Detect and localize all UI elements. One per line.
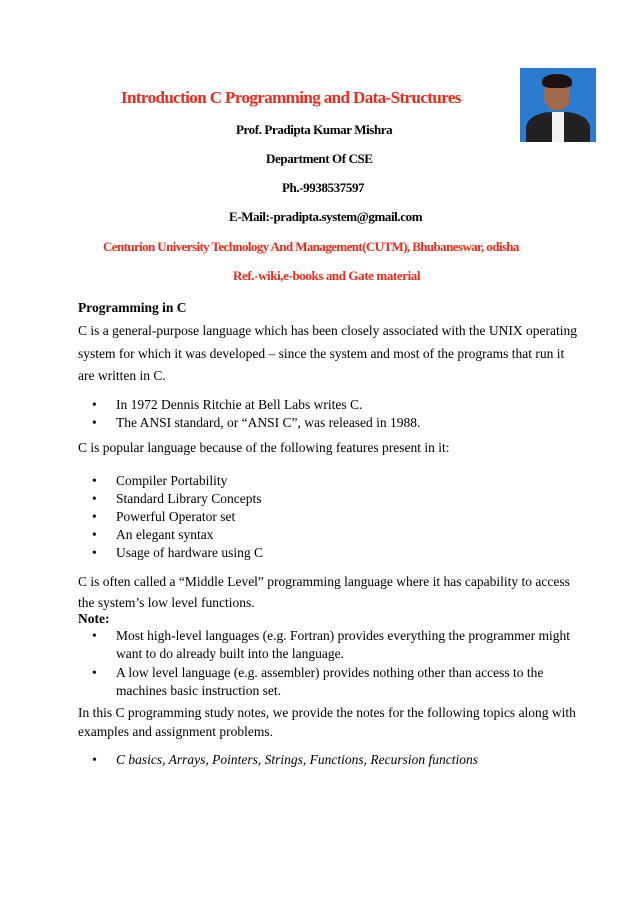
photo-hair xyxy=(542,74,572,88)
list-item: • Compiler Portability xyxy=(78,472,583,490)
section-heading: Programming in C xyxy=(78,300,187,315)
study-notes-paragraph: In this C programming study notes, we provide the notes for the following topics along with examples and assignment problems. xyxy=(78,705,576,739)
note-label: Note: xyxy=(78,611,110,626)
list-item: • Most high-level languages (e.g. Fortran) provides everything the programmer might want to do already built into the language. xyxy=(78,627,583,663)
list-item: • Standard Library Concepts xyxy=(78,490,583,508)
note-list xyxy=(78,627,583,701)
list-item: • Powerful Operator set xyxy=(78,508,583,526)
features-list xyxy=(78,472,583,562)
middle-level-paragraph: C is often called a “Middle Level” programming language where it has capability to access the system’s low level functions. xyxy=(78,574,570,610)
author-name: Prof. Pradipta Kumar Mishra xyxy=(236,122,393,137)
list-item: • C basics, Arrays, Pointers, Strings, Functions, Recursion functions xyxy=(78,751,583,769)
list-item: • Usage of hardware using C xyxy=(78,544,583,562)
list-item: • An elegant syntax xyxy=(78,526,583,544)
list-item: • In 1972 Dennis Ritchie at Bell Labs writes C. xyxy=(78,396,583,414)
topics-list xyxy=(78,751,583,769)
list-item: • The ANSI standard, or “ANSI C”, was released in 1988. xyxy=(78,414,583,432)
history-list xyxy=(78,396,583,432)
email-address: E-Mail:-pradipta.system@gmail.com xyxy=(229,209,423,224)
author-photo xyxy=(520,68,596,142)
features-intro: C is popular language because of the following features present in it: xyxy=(78,440,450,455)
university-name: Centurion University Technology And Management(CUTM), Bhubaneswar, odisha xyxy=(103,239,519,254)
department: Department Of CSE xyxy=(266,151,373,166)
phone-number: Ph.-9938537597 xyxy=(282,180,365,195)
list-item: • A low level language (e.g. assembler) provides nothing other than access to the machines basic instruction set. xyxy=(78,664,583,700)
document-title: Introduction C Programming and Data-Structures xyxy=(121,88,461,107)
intro-paragraph: C is a general-purpose language which has been closely associated with the UNIX operating system for which it was developed – since the system and most of the programs that run it are written in C. xyxy=(78,323,577,383)
reference-note: Ref.-wiki,e-books and Gate material xyxy=(233,268,421,283)
photo-collar xyxy=(552,112,564,142)
